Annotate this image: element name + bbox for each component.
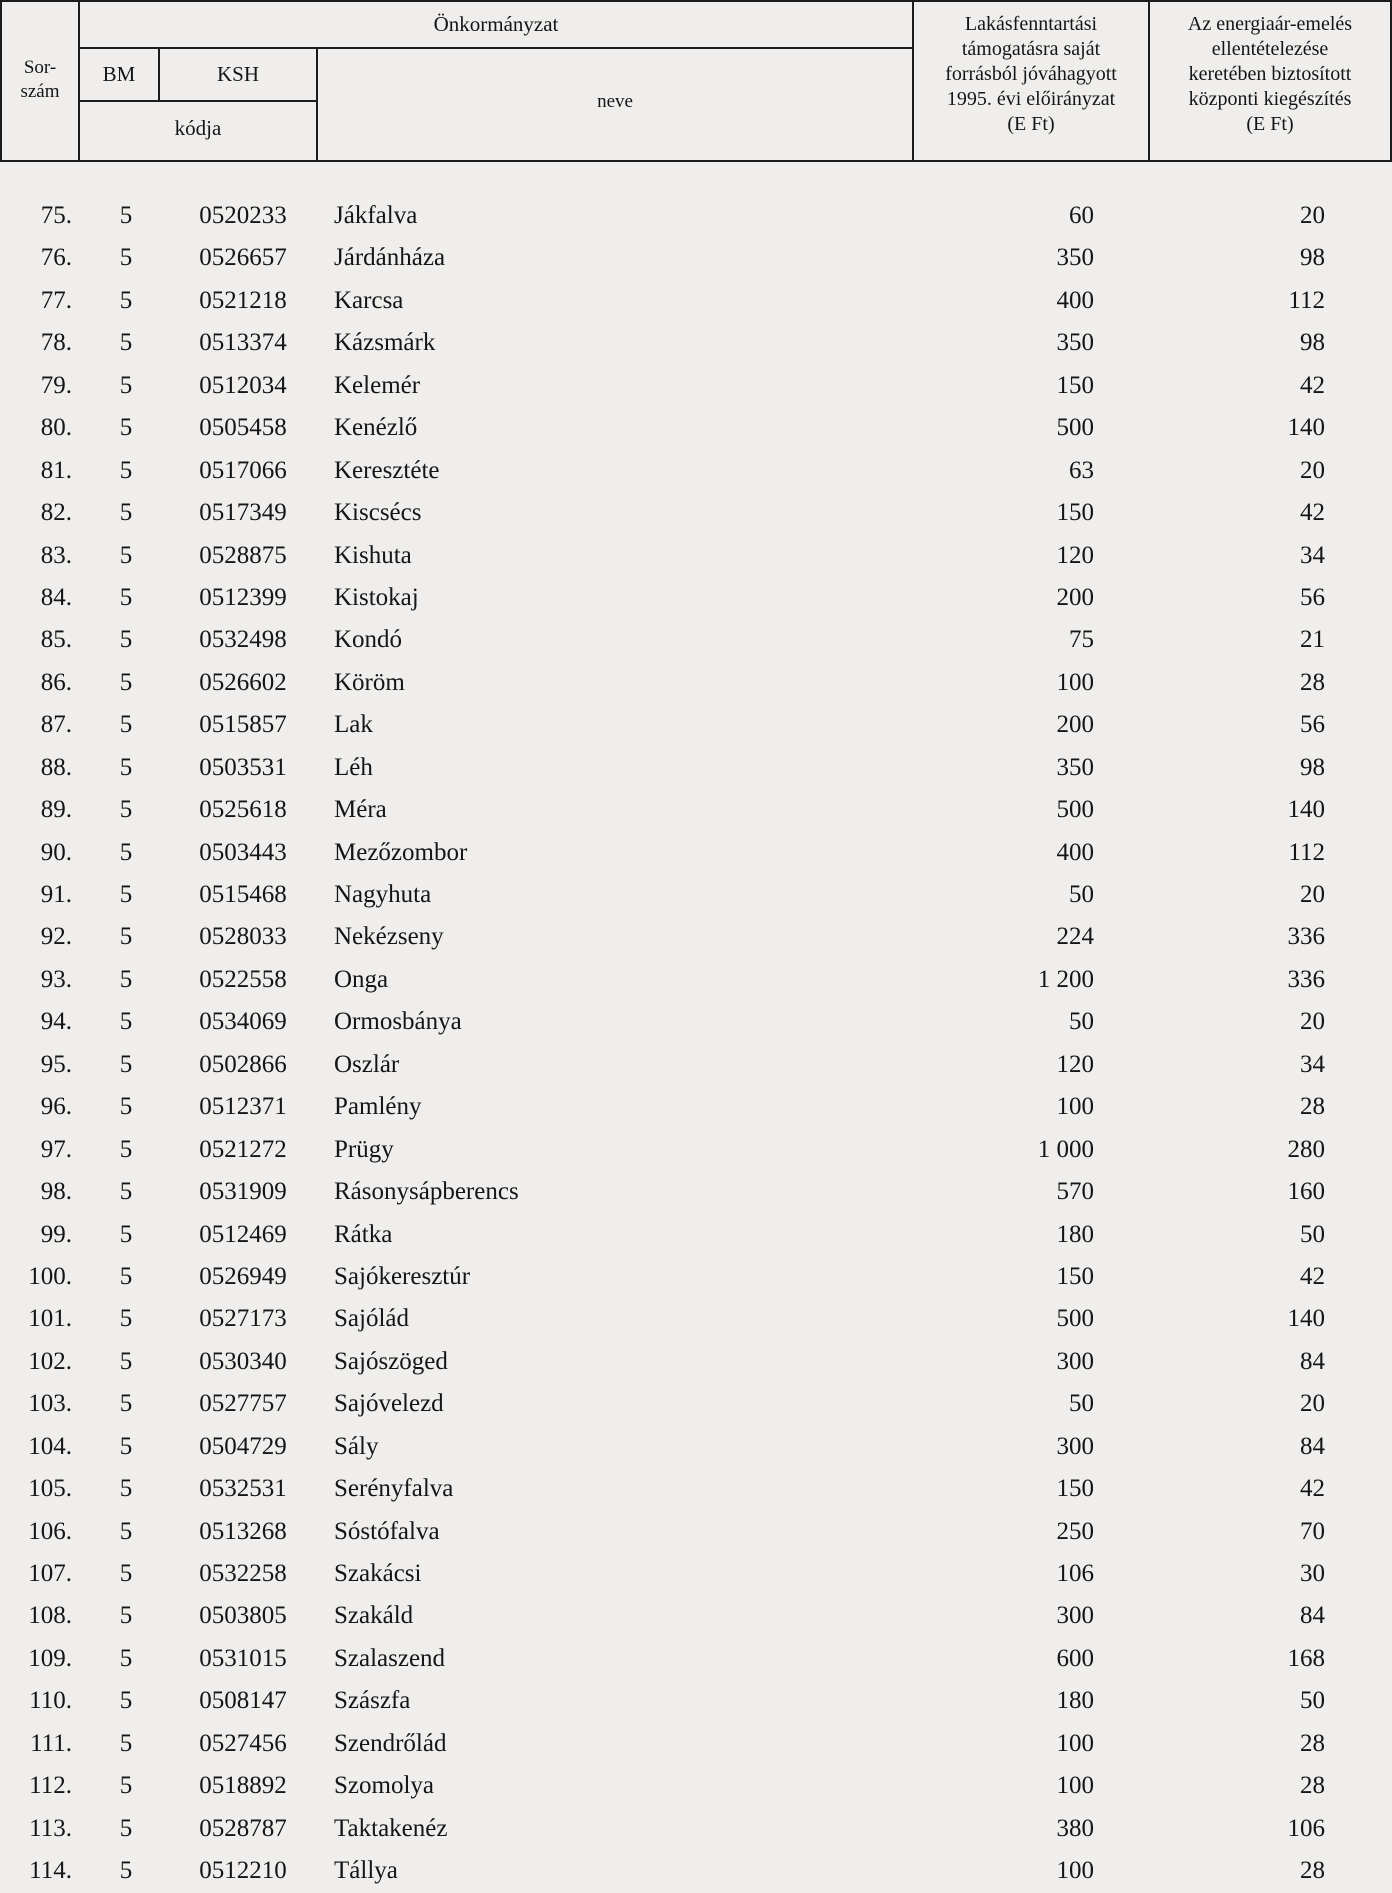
- row-number: 99.: [40, 1220, 72, 1248]
- own-funds-value: 350: [1056, 329, 1094, 357]
- bm-code: 5: [119, 414, 133, 442]
- own-funds-value: 250: [1056, 1517, 1094, 1545]
- header-bm: BM: [102, 62, 136, 86]
- bm-code: 5: [119, 1135, 133, 1163]
- header-ksh: KSH: [216, 62, 259, 86]
- own-funds-value: 1 000: [1037, 1135, 1094, 1163]
- own-funds-value: 570: [1056, 1178, 1094, 1206]
- table-row: [0, 280, 1392, 322]
- row-number: 91.: [40, 881, 72, 908]
- table-row: [0, 322, 1392, 364]
- bm-code: 5: [119, 838, 133, 866]
- ksh-code: 0532498: [199, 626, 287, 654]
- row-number: 108.: [28, 1602, 72, 1630]
- bm-code: 5: [119, 1178, 133, 1206]
- municipality-name: Sály: [334, 1432, 379, 1460]
- bm-code: 5: [119, 1050, 133, 1078]
- municipality-name: Szalaszend: [334, 1644, 446, 1672]
- ksh-code: 0505458: [199, 414, 287, 442]
- own-funds-value: 60: [1069, 202, 1094, 229]
- table-row: [0, 662, 1392, 704]
- row-number: 110.: [29, 1687, 72, 1715]
- bm-code: 5: [119, 1857, 133, 1885]
- central-supplement-value: 42: [1300, 1262, 1325, 1290]
- municipality-name: Szomolya: [334, 1772, 434, 1800]
- central-supplement-value: 140: [1287, 1305, 1325, 1333]
- ksh-code: 0534069: [199, 1008, 287, 1036]
- ksh-code: 0512399: [199, 583, 287, 611]
- table-row: [0, 874, 1392, 916]
- ksh-code: 0513268: [199, 1517, 287, 1545]
- table-row: [0, 365, 1392, 407]
- table-row: [0, 1638, 1392, 1680]
- bm-code: 5: [119, 1729, 133, 1757]
- row-number: 94.: [40, 1008, 72, 1036]
- bm-code: 5: [119, 1093, 133, 1121]
- ksh-code: 0512034: [199, 371, 287, 399]
- row-number: 103.: [28, 1390, 72, 1418]
- row-number: 86.: [40, 668, 72, 696]
- table-row: [0, 577, 1392, 619]
- own-funds-value: 380: [1056, 1814, 1094, 1842]
- own-funds-value: 120: [1056, 541, 1094, 569]
- central-supplement-value: 20: [1300, 456, 1325, 484]
- table-row: [0, 1723, 1392, 1765]
- municipality-name: Szakáld: [334, 1602, 414, 1630]
- municipality-name: Kondó: [334, 626, 403, 654]
- table-row: [0, 916, 1392, 958]
- central-supplement-value: 70: [1300, 1517, 1325, 1545]
- central-supplement-value: 56: [1300, 583, 1325, 611]
- row-number: 95.: [40, 1050, 72, 1078]
- table-row: [0, 704, 1392, 746]
- central-supplement-value: 336: [1287, 965, 1325, 993]
- table-row: [0, 1680, 1392, 1722]
- municipality-name: Jákfalva: [334, 202, 418, 229]
- ksh-code: 0532531: [199, 1475, 287, 1503]
- table-row: [0, 619, 1392, 661]
- municipality-name: Mezőzombor: [334, 838, 468, 866]
- header-central-supplement: Az energiaár-emelés ellentételezése keretében biztosított központi kiegészítés (E Ft): [1187, 13, 1353, 135]
- central-supplement-value: 34: [1300, 541, 1325, 569]
- table-row: [0, 237, 1392, 279]
- ksh-code: 0503443: [199, 838, 287, 866]
- own-funds-value: 200: [1056, 711, 1094, 739]
- table-row: [0, 492, 1392, 534]
- ksh-code: 0503531: [199, 753, 287, 781]
- row-number: 98.: [40, 1178, 72, 1206]
- header-neve: neve: [597, 91, 633, 112]
- row-number: 107.: [28, 1560, 72, 1587]
- row-number: 92.: [40, 923, 72, 951]
- bm-code: 5: [119, 881, 133, 908]
- table-row: [0, 1595, 1392, 1637]
- own-funds-value: 300: [1056, 1347, 1094, 1375]
- municipality-name: Kelemér: [334, 371, 421, 399]
- bm-code: 5: [119, 499, 133, 527]
- central-supplement-value: 112: [1288, 286, 1325, 314]
- own-funds-value: 150: [1056, 499, 1094, 527]
- ksh-code: 0526949: [199, 1262, 287, 1290]
- municipality-name: Járdánháza: [334, 244, 446, 272]
- municipality-name: Sajólád: [334, 1305, 409, 1333]
- own-funds-value: 500: [1056, 796, 1094, 824]
- own-funds-value: 50: [1069, 881, 1094, 908]
- central-supplement-value: 50: [1300, 1687, 1325, 1715]
- ksh-code: 0518892: [199, 1772, 287, 1800]
- table-row: [0, 1129, 1392, 1171]
- row-number: 106.: [28, 1517, 72, 1545]
- ksh-code: 0531909: [199, 1178, 287, 1206]
- municipality-name: Taktakenéz: [334, 1814, 448, 1842]
- table-row: [0, 450, 1392, 492]
- row-number: 79.: [40, 371, 72, 399]
- central-supplement-value: 21: [1300, 626, 1325, 654]
- municipality-name: Szakácsi: [334, 1560, 422, 1587]
- municipality-name: Prügy: [334, 1135, 394, 1163]
- table-row: [0, 747, 1392, 789]
- municipality-name: Keresztéte: [334, 456, 440, 484]
- bm-code: 5: [119, 244, 133, 272]
- table-row: [0, 1256, 1392, 1298]
- own-funds-value: 300: [1056, 1432, 1094, 1460]
- table-row: [0, 959, 1392, 1001]
- bm-code: 5: [119, 923, 133, 951]
- table-row: [0, 1086, 1392, 1128]
- own-funds-value: 50: [1069, 1008, 1094, 1036]
- header-kodja: kódja: [174, 116, 222, 140]
- row-number: 114.: [29, 1857, 72, 1885]
- table-header: [0, 0, 1392, 162]
- row-number: 78.: [40, 329, 72, 357]
- own-funds-value: 1 200: [1037, 965, 1094, 993]
- row-number: 97.: [40, 1135, 72, 1163]
- header-own-funds: Lakásfenntartási támogatásra saját forrásból jóváhagyott 1995. évi előirányzat (E Ft): [945, 13, 1117, 135]
- table-row: [0, 195, 1392, 237]
- row-number: 87.: [40, 711, 72, 739]
- own-funds-value: 106: [1056, 1560, 1094, 1587]
- municipality-name: Onga: [334, 965, 389, 993]
- row-number: 100.: [28, 1262, 72, 1290]
- municipality-name: Ormosbánya: [334, 1008, 462, 1036]
- municipality-name: Nekézseny: [334, 923, 444, 951]
- central-supplement-value: 20: [1300, 881, 1325, 908]
- table-row: [0, 1808, 1392, 1850]
- ksh-code: 0528033: [199, 923, 287, 951]
- row-number: 80.: [40, 414, 72, 442]
- own-funds-value: 100: [1056, 1729, 1094, 1757]
- central-supplement-value: 42: [1300, 371, 1325, 399]
- bm-code: 5: [119, 583, 133, 611]
- municipality-name: Karcsa: [334, 286, 404, 314]
- own-funds-value: 600: [1056, 1644, 1094, 1672]
- bm-code: 5: [119, 1347, 133, 1375]
- own-funds-value: 150: [1056, 371, 1094, 399]
- ksh-code: 0512210: [199, 1857, 287, 1885]
- ksh-code: 0528875: [199, 541, 287, 569]
- table-row: [0, 1001, 1392, 1043]
- row-number: 90.: [40, 838, 72, 866]
- row-number: 101.: [28, 1305, 72, 1333]
- table-row: [0, 407, 1392, 449]
- row-number: 113.: [29, 1814, 72, 1842]
- municipality-name: Méra: [334, 796, 387, 824]
- row-number: 93.: [40, 965, 72, 993]
- table-row: [0, 1765, 1392, 1807]
- municipality-name: Oszlár: [334, 1050, 400, 1078]
- ksh-code: 0527456: [199, 1729, 287, 1757]
- own-funds-value: 180: [1056, 1220, 1094, 1248]
- central-supplement-value: 140: [1287, 796, 1325, 824]
- row-number: 105.: [28, 1475, 72, 1503]
- table-row: [0, 1171, 1392, 1213]
- municipality-name: Kiscsécs: [334, 499, 422, 527]
- own-funds-value: 150: [1056, 1475, 1094, 1503]
- table-row: [0, 1341, 1392, 1383]
- own-funds-value: 300: [1056, 1602, 1094, 1630]
- municipality-name: Kishuta: [334, 541, 412, 569]
- bm-code: 5: [119, 1560, 133, 1587]
- central-supplement-value: 30: [1300, 1560, 1325, 1587]
- municipality-name: Köröm: [334, 668, 405, 696]
- ksh-code: 0526602: [199, 668, 287, 696]
- central-supplement-value: 160: [1287, 1178, 1325, 1206]
- row-number: 82.: [40, 499, 72, 527]
- bm-code: 5: [119, 668, 133, 696]
- bm-code: 5: [119, 456, 133, 484]
- bm-code: 5: [119, 1432, 133, 1460]
- row-number: 104.: [28, 1432, 72, 1460]
- bm-code: 5: [119, 1687, 133, 1715]
- municipality-name: Tállya: [334, 1857, 398, 1885]
- central-supplement-value: 140: [1287, 414, 1325, 442]
- ksh-code: 0512371: [199, 1093, 287, 1121]
- row-number: 88.: [40, 753, 72, 781]
- municipality-name: Serényfalva: [334, 1475, 454, 1503]
- row-number: 81.: [40, 456, 72, 484]
- central-supplement-value: 28: [1300, 1772, 1325, 1800]
- table-row: [0, 789, 1392, 831]
- central-supplement-value: 112: [1288, 838, 1325, 866]
- municipality-name: Kázsmárk: [334, 329, 436, 357]
- own-funds-value: 500: [1056, 414, 1094, 442]
- central-supplement-value: 280: [1287, 1135, 1325, 1163]
- central-supplement-value: 98: [1300, 329, 1325, 357]
- central-supplement-value: 20: [1300, 202, 1325, 229]
- central-supplement-value: 84: [1300, 1602, 1325, 1630]
- bm-code: 5: [119, 1602, 133, 1630]
- municipality-name: Szászfa: [334, 1687, 411, 1715]
- own-funds-value: 100: [1056, 1857, 1094, 1885]
- municipality-name: Rásonysápberencs: [334, 1178, 519, 1206]
- ksh-code: 0530340: [199, 1347, 287, 1375]
- municipality-name: Sajószöged: [334, 1347, 448, 1375]
- own-funds-value: 200: [1056, 583, 1094, 611]
- municipality-name: Sóstófalva: [334, 1517, 440, 1545]
- ksh-code: 0527173: [199, 1305, 287, 1333]
- own-funds-value: 100: [1056, 668, 1094, 696]
- bm-code: 5: [119, 711, 133, 739]
- row-number: 109.: [28, 1644, 72, 1672]
- own-funds-value: 150: [1056, 1262, 1094, 1290]
- municipality-name: Pamlény: [334, 1093, 422, 1121]
- table-row: [0, 1511, 1392, 1553]
- municipality-name: Szendrőlád: [334, 1729, 447, 1757]
- header-sorszam: Sor- szám: [20, 57, 60, 102]
- bm-code: 5: [119, 286, 133, 314]
- ksh-code: 0520233: [199, 202, 287, 229]
- row-number: 85.: [40, 626, 72, 654]
- table-row: [0, 1850, 1392, 1892]
- ksh-code: 0515857: [199, 711, 287, 739]
- row-number: 111.: [30, 1729, 72, 1757]
- municipality-name: Nagyhuta: [334, 881, 432, 908]
- ksh-code: 0532258: [199, 1560, 287, 1587]
- table-row: [0, 1468, 1392, 1510]
- row-number: 83.: [40, 541, 72, 569]
- municipality-name: Kenézlő: [334, 414, 418, 442]
- table-row: [0, 1214, 1392, 1256]
- table-row: [0, 1044, 1392, 1086]
- bm-code: 5: [119, 796, 133, 824]
- ksh-code: 0521218: [199, 286, 287, 314]
- row-number: 77.: [40, 286, 72, 314]
- own-funds-value: 350: [1056, 244, 1094, 272]
- own-funds-value: 400: [1056, 838, 1094, 866]
- own-funds-value: 63: [1069, 456, 1094, 484]
- header-onkormanyzat: Önkormányzat: [433, 12, 559, 36]
- row-number: 84.: [40, 583, 72, 611]
- bm-code: 5: [119, 626, 133, 654]
- central-supplement-value: 20: [1300, 1008, 1325, 1036]
- central-supplement-value: 28: [1300, 1857, 1325, 1885]
- table-row: [0, 1383, 1392, 1425]
- central-supplement-value: 98: [1300, 244, 1325, 272]
- bm-code: 5: [119, 1008, 133, 1036]
- bm-code: 5: [119, 753, 133, 781]
- central-supplement-value: 84: [1300, 1347, 1325, 1375]
- central-supplement-value: 84: [1300, 1432, 1325, 1460]
- municipality-name: Lak: [334, 711, 373, 739]
- central-supplement-value: 20: [1300, 1390, 1325, 1418]
- bm-code: 5: [119, 371, 133, 399]
- ksh-code: 0504729: [199, 1432, 287, 1460]
- ksh-code: 0531015: [199, 1644, 287, 1672]
- central-supplement-value: 28: [1300, 668, 1325, 696]
- row-number: 112.: [29, 1772, 72, 1800]
- bm-code: 5: [119, 1305, 133, 1333]
- table-row: [0, 1426, 1392, 1468]
- central-supplement-value: 42: [1300, 499, 1325, 527]
- ksh-code: 0528787: [199, 1814, 287, 1842]
- central-supplement-value: 50: [1300, 1220, 1325, 1248]
- row-number: 89.: [40, 796, 72, 824]
- bm-code: 5: [119, 1517, 133, 1545]
- ksh-code: 0526657: [199, 244, 287, 272]
- row-number: 75.: [40, 202, 72, 229]
- own-funds-value: 500: [1056, 1305, 1094, 1333]
- table-row: [0, 1553, 1392, 1595]
- bm-code: 5: [119, 1644, 133, 1672]
- bm-code: 5: [119, 329, 133, 357]
- central-supplement-value: 106: [1287, 1814, 1325, 1842]
- bm-code: 5: [119, 1262, 133, 1290]
- own-funds-value: 400: [1056, 286, 1094, 314]
- municipality-name: Kistokaj: [334, 583, 419, 611]
- central-supplement-value: 34: [1300, 1050, 1325, 1078]
- ksh-code: 0503805: [199, 1602, 287, 1630]
- own-funds-value: 100: [1056, 1093, 1094, 1121]
- bm-code: 5: [119, 965, 133, 993]
- central-supplement-value: 28: [1300, 1729, 1325, 1757]
- own-funds-value: 224: [1056, 923, 1094, 951]
- central-supplement-value: 42: [1300, 1475, 1325, 1503]
- table-row: [0, 535, 1392, 577]
- ksh-code: 0508147: [199, 1687, 287, 1715]
- municipality-name: Sajókeresztúr: [334, 1262, 471, 1290]
- central-supplement-value: 168: [1287, 1644, 1325, 1672]
- own-funds-value: 100: [1056, 1772, 1094, 1800]
- bm-code: 5: [119, 1814, 133, 1842]
- central-supplement-value: 336: [1287, 923, 1325, 951]
- ksh-code: 0515468: [199, 881, 287, 908]
- table-row: [0, 1298, 1392, 1340]
- table-row: [0, 832, 1392, 874]
- row-number: 96.: [40, 1093, 72, 1121]
- ksh-code: 0521272: [199, 1135, 287, 1163]
- ksh-code: 0513374: [199, 329, 287, 357]
- ksh-code: 0517349: [199, 499, 287, 527]
- row-number: 76.: [40, 244, 72, 272]
- municipality-name: Rátka: [334, 1220, 393, 1248]
- bm-code: 5: [119, 541, 133, 569]
- own-funds-value: 120: [1056, 1050, 1094, 1078]
- central-supplement-value: 28: [1300, 1093, 1325, 1121]
- central-supplement-value: 56: [1300, 711, 1325, 739]
- own-funds-value: 50: [1069, 1390, 1094, 1418]
- bm-code: 5: [119, 1475, 133, 1503]
- bm-code: 5: [119, 1390, 133, 1418]
- ksh-code: 0525618: [199, 796, 287, 824]
- bm-code: 5: [119, 202, 133, 229]
- own-funds-value: 350: [1056, 753, 1094, 781]
- bm-code: 5: [119, 1220, 133, 1248]
- own-funds-value: 75: [1069, 626, 1094, 654]
- ksh-code: 0517066: [199, 456, 287, 484]
- bm-code: 5: [119, 1772, 133, 1800]
- table-body: [0, 195, 1392, 1893]
- ksh-code: 0522558: [199, 965, 287, 993]
- ksh-code: 0512469: [199, 1220, 287, 1248]
- ksh-code: 0502866: [199, 1050, 287, 1078]
- ksh-code: 0527757: [199, 1390, 287, 1418]
- row-number: 102.: [28, 1347, 72, 1375]
- central-supplement-value: 98: [1300, 753, 1325, 781]
- own-funds-value: 180: [1056, 1687, 1094, 1715]
- municipality-name: Léh: [334, 753, 373, 781]
- municipality-name: Sajóvelezd: [334, 1390, 444, 1418]
